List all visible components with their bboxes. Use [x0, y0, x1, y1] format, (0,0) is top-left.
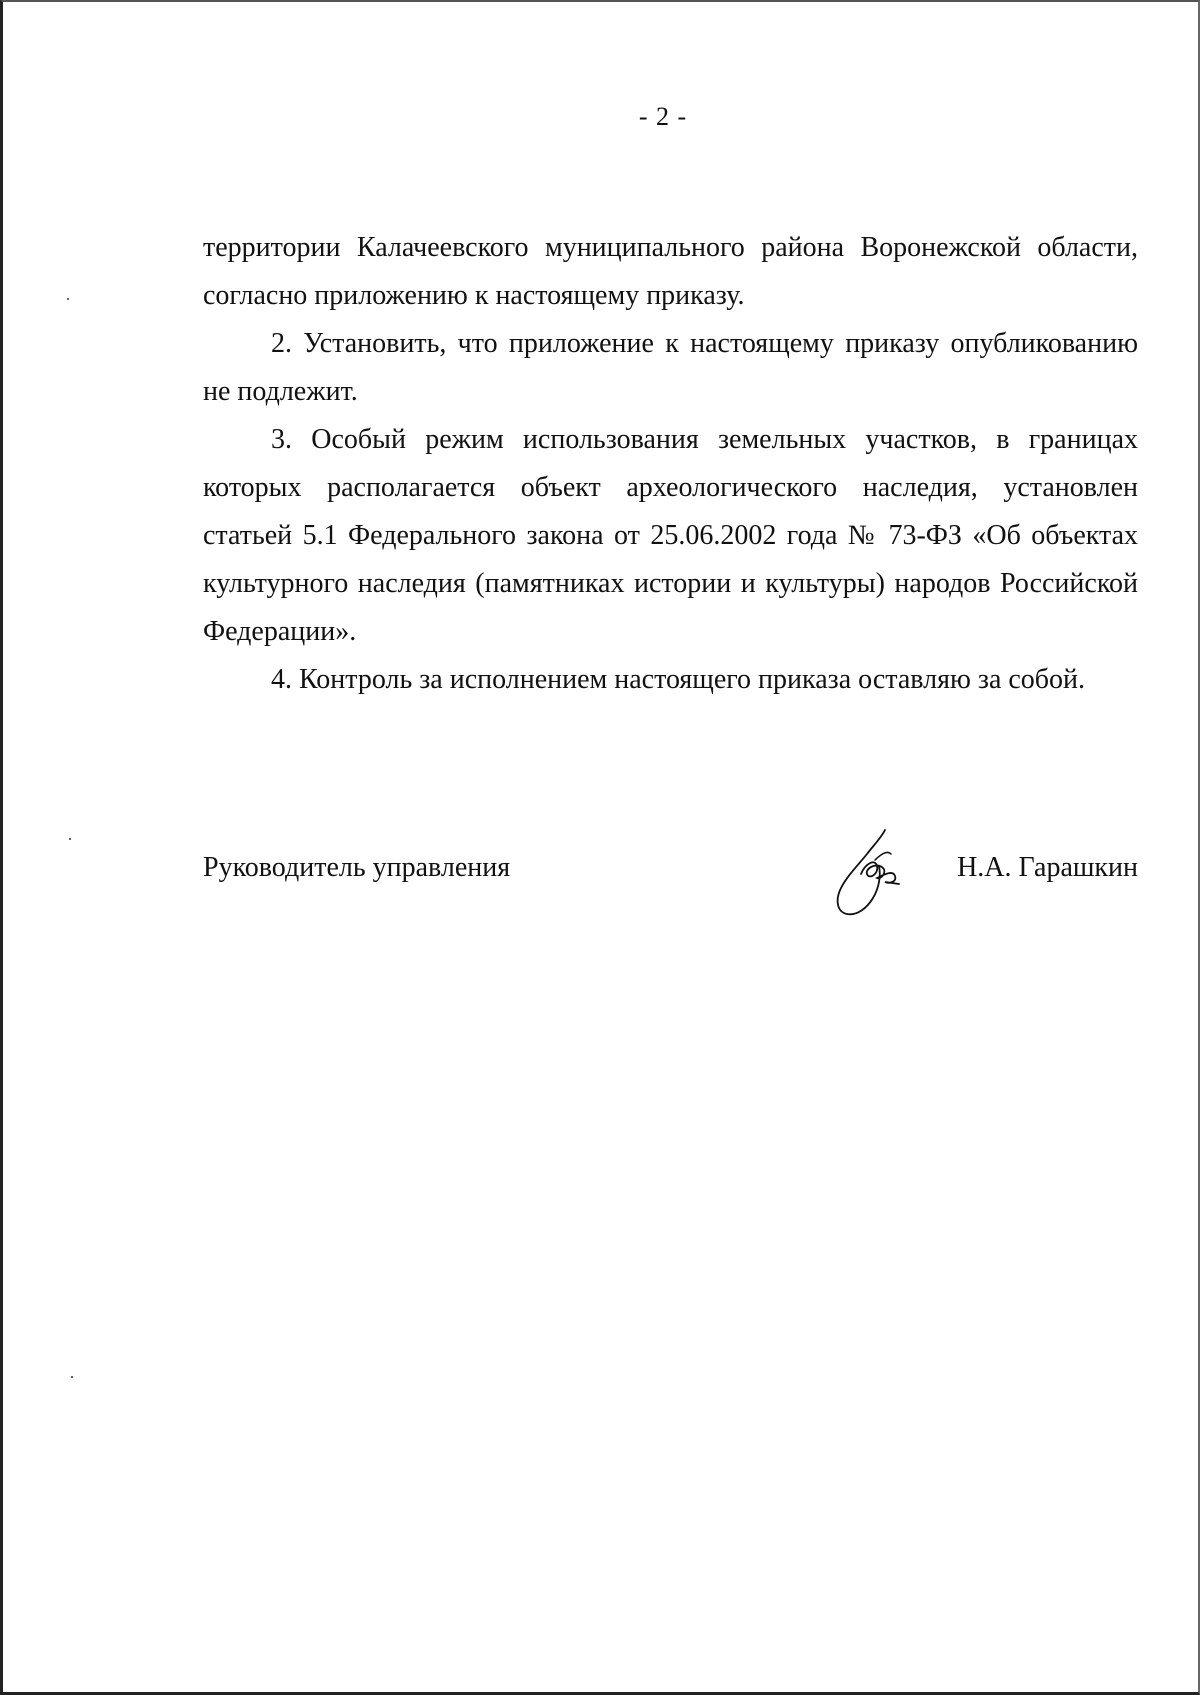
handwritten-signature-icon	[823, 824, 913, 924]
signer-position-title: Руководитель управления	[203, 852, 511, 883]
paragraph-4: 4. Контроль за исполнением настоящего приказа оставляю за собой.	[271, 664, 1086, 695]
scan-speck	[67, 298, 69, 300]
paragraph-2: 2. Установить, что приложение к настоящему приказу опубликованию не подлежит.	[203, 328, 1138, 407]
paragraph-1-continued: территории Калачеевского муниципального района Воронежской области, согласно приложению к настоящему приказу.	[203, 232, 1138, 311]
signer-name: Н.А. Гарашкин	[957, 852, 1138, 883]
scan-speck	[69, 838, 71, 840]
scan-speck	[71, 1376, 73, 1378]
paragraph-3: 3. Особый режим использования земельных участков, в границах которых располагается объект археологического наследия, установлен статьей 5.1 Федерального закона от 25.06.2002 года № 73-ФЗ «Об объектах культурного наследия (памятниках истории и культуры) народов Российской Федерации».	[203, 424, 1138, 647]
signature-block	[203, 852, 1138, 912]
page-number: - 2 -	[638, 102, 688, 131]
document-body	[203, 224, 1138, 704]
